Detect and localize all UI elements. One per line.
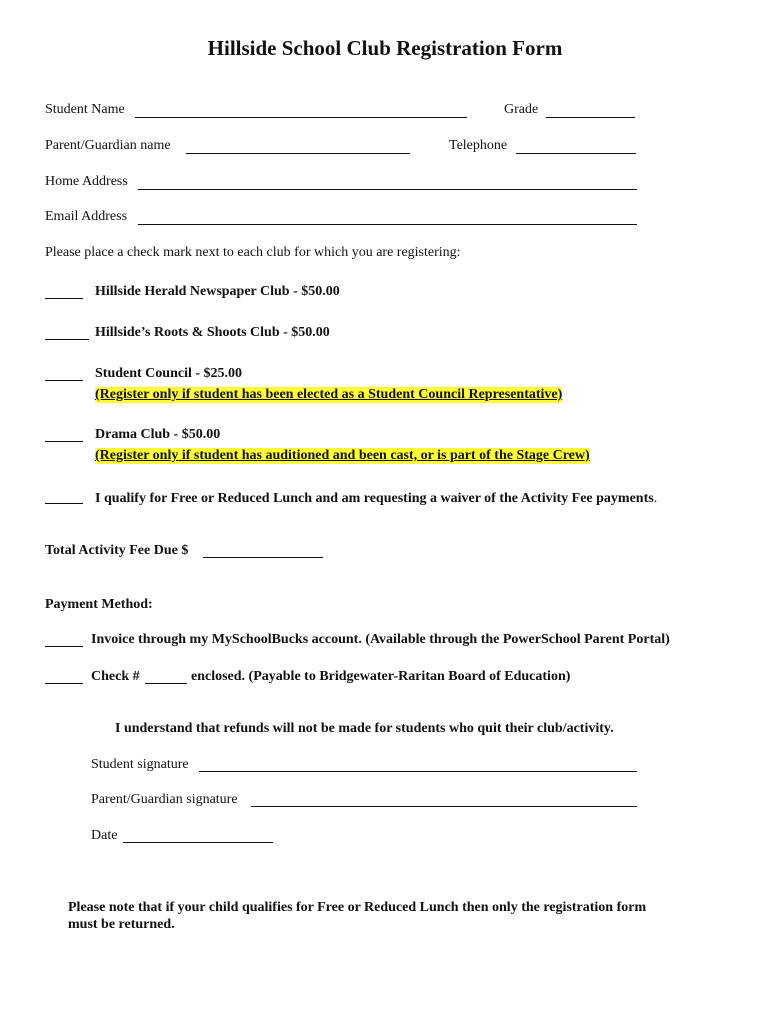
student-council-note: (Register only if student has been elected as a Student Council Representative) xyxy=(95,387,563,402)
invoice-checkbox[interactable] xyxy=(45,646,83,647)
club-checkbox-herald[interactable] xyxy=(45,298,83,299)
parent-name-label: Parent/Guardian name xyxy=(45,138,171,153)
club-checkbox-roots-shoots[interactable] xyxy=(45,339,89,340)
parent-signature-label: Parent/Guardian signature xyxy=(91,792,238,807)
student-name-label: Student Name xyxy=(45,102,125,117)
club-label-student-council: Student Council - $25.00 xyxy=(95,366,243,381)
footer-note-line-1: Please note that if your child qualifies for Free or Reduced Lunch then only the registration form xyxy=(68,900,647,915)
club-checkbox-drama[interactable] xyxy=(45,441,83,442)
club-label-roots-shoots: Hillside’s Roots & Shoots Club - $50.00 xyxy=(95,325,330,340)
check-number-label: Check # xyxy=(91,669,140,684)
student-signature-label: Student signature xyxy=(91,757,189,772)
parent-name-field[interactable] xyxy=(186,153,410,154)
telephone-field[interactable] xyxy=(516,153,636,154)
payment-method-heading: Payment Method: xyxy=(45,597,153,612)
date-field[interactable] xyxy=(123,842,273,843)
home-address-field[interactable] xyxy=(138,189,637,190)
waiver-checkbox[interactable] xyxy=(45,503,83,504)
email-address-label: Email Address xyxy=(45,209,128,224)
grade-label: Grade xyxy=(504,102,539,117)
refund-statement: I understand that refunds will not be made for students who quit their club/activity. xyxy=(115,721,614,736)
email-address-field[interactable] xyxy=(138,224,637,225)
check-number-field[interactable] xyxy=(145,683,187,684)
form-title: Hillside School Club Registration Form xyxy=(207,36,563,60)
footer-note-line-2: must be returned. xyxy=(68,917,175,932)
total-fee-field[interactable] xyxy=(203,557,323,558)
check-payment-checkbox[interactable] xyxy=(45,683,83,684)
total-fee-label: Total Activity Fee Due $ xyxy=(45,543,189,558)
telephone-label: Telephone xyxy=(449,138,508,153)
check-payable-label: enclosed. (Payable to Bridgewater-Raritan Board of Education) xyxy=(191,669,571,684)
club-checkbox-student-council[interactable] xyxy=(45,380,83,381)
home-address-label: Home Address xyxy=(45,174,128,189)
club-label-herald: Hillside Herald Newspaper Club - $50.00 xyxy=(95,284,340,299)
date-label: Date xyxy=(91,828,118,843)
invoice-label: Invoice through my MySchoolBucks account. (Available through the PowerSchool Parent Portal) xyxy=(91,632,670,647)
student-name-field[interactable] xyxy=(135,117,467,118)
waiver-label: I qualify for Free or Reduced Lunch and am requesting a waiver of the Activity Fee payments xyxy=(95,491,654,506)
club-label-drama: Drama Club - $50.00 xyxy=(95,427,221,442)
drama-club-note: (Register only if student has auditioned and been cast, or is part of the Stage Crew) xyxy=(95,448,590,463)
waiver-statement xyxy=(95,489,657,507)
grade-field[interactable] xyxy=(546,117,635,118)
parent-signature-field[interactable] xyxy=(251,806,637,807)
waiver-period: . xyxy=(653,491,658,506)
student-signature-field[interactable] xyxy=(199,771,637,772)
club-instruction: Please place a check mark next to each club for which you are registering: xyxy=(45,245,461,260)
